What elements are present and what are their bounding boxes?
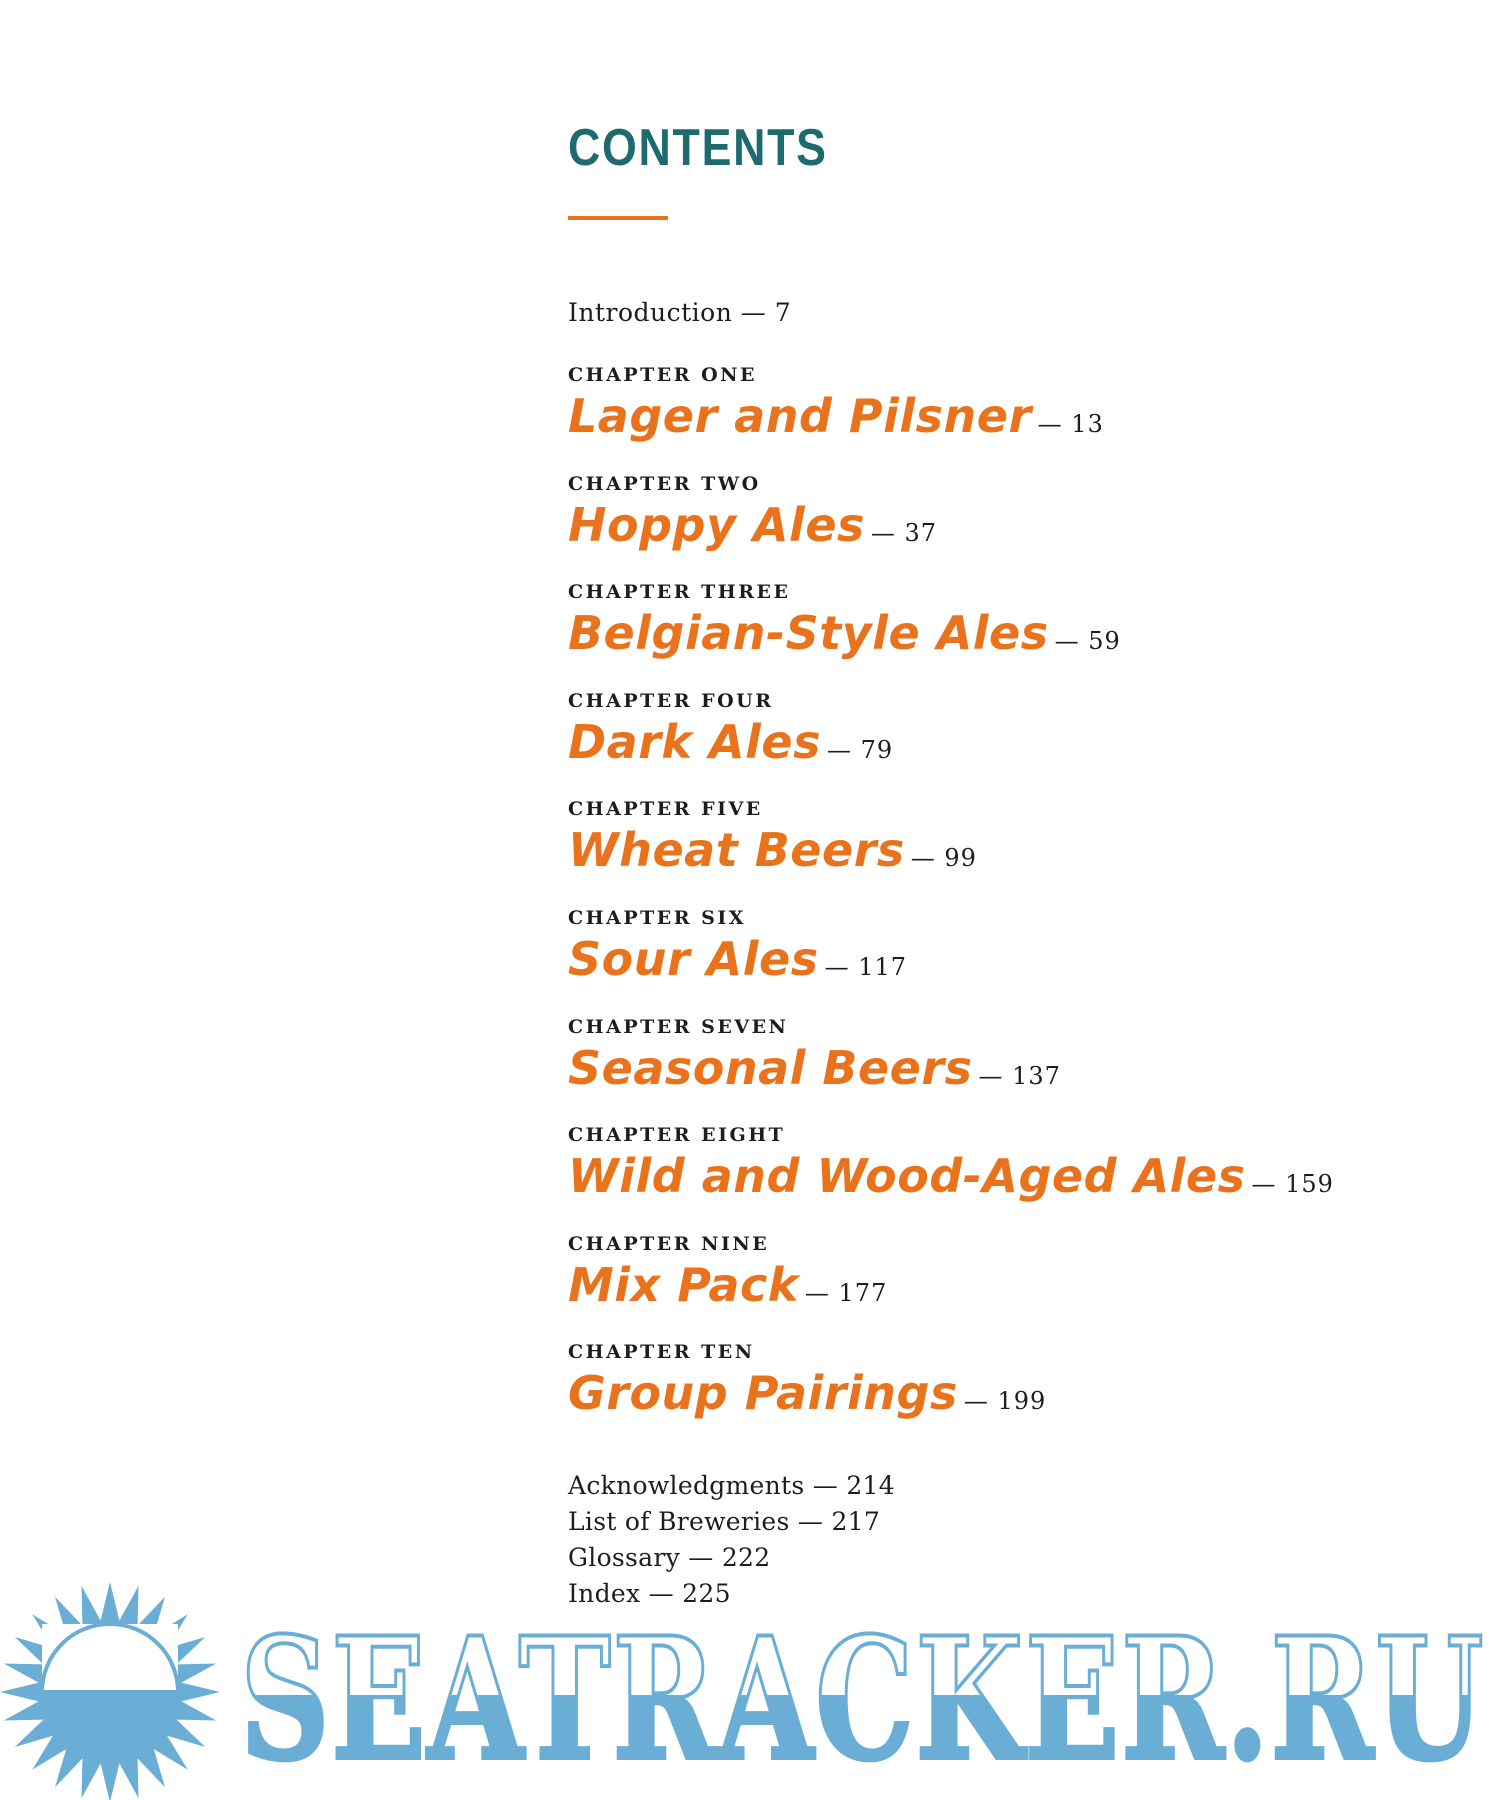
- table-of-contents: [568, 118, 1388, 1612]
- chapter-page-number: — 117: [824, 952, 908, 981]
- chapter-page-number: — 13: [1037, 410, 1104, 438]
- chapter-title: Sour Ales: [568, 931, 819, 986]
- chapter-page-number: — 137: [978, 1061, 1061, 1090]
- chapter-line: [568, 824, 1388, 887]
- chapter-line: [568, 390, 1388, 453]
- chapter-entry[interactable]: [568, 690, 1388, 799]
- chapter-line: [568, 716, 1388, 779]
- chapter-label: CHAPTER ONE: [568, 364, 758, 386]
- chapter-title: Wheat Beers: [568, 823, 905, 878]
- chapter-entry[interactable]: [568, 907, 1388, 1016]
- chapter-title: Group Pairings: [568, 1366, 958, 1421]
- watermark: [0, 1580, 1500, 1800]
- chapter-label: CHAPTER FOUR: [568, 689, 774, 712]
- chapter-list: [568, 364, 1388, 1450]
- chapter-entry[interactable]: [568, 1233, 1388, 1342]
- chapter-page-number: — 159: [1251, 1170, 1334, 1199]
- watermark-text: SEATRACKER.RU: [240, 1600, 1485, 1798]
- watermark-graphic: [0, 1580, 1500, 1800]
- chapter-label: CHAPTER EIGHT: [568, 1124, 786, 1147]
- chapter-line: [568, 499, 1388, 562]
- chapter-page-number: — 37: [870, 518, 938, 547]
- chapter-title: Mix Pack: [568, 1257, 799, 1312]
- chapter-title: Belgian-Style Ales: [568, 606, 1049, 661]
- chapter-title: Lager and Pilsner: [568, 389, 1032, 443]
- chapter-title: Hoppy Ales: [568, 497, 865, 552]
- chapter-label: CHAPTER FIVE: [568, 798, 763, 821]
- chapter-line: [568, 1367, 1388, 1430]
- toc-entry-introduction[interactable]: Introduction — 7: [568, 298, 792, 327]
- chapter-label: CHAPTER THREE: [568, 581, 791, 604]
- chapter-line: [568, 933, 1388, 996]
- chapter-title: Dark Ales: [568, 714, 821, 769]
- chapter-entry[interactable]: [568, 1341, 1388, 1450]
- chapter-page-number: — 99: [910, 844, 977, 873]
- page-title: CONTENTS: [568, 119, 828, 177]
- chapter-title: Wild and Wood-Aged Ales: [568, 1149, 1246, 1204]
- chapter-entry[interactable]: [568, 798, 1388, 907]
- chapter-label: CHAPTER NINE: [568, 1232, 770, 1255]
- chapter-label: CHAPTER SIX: [568, 906, 746, 929]
- toc-entry-breweries[interactable]: List of Breweries — 217: [568, 1506, 881, 1536]
- chapter-line: [568, 1259, 1388, 1322]
- chapter-page-number: — 79: [826, 735, 894, 764]
- chapter-line: [568, 607, 1388, 670]
- toc-entry-glossary[interactable]: Glossary — 222: [568, 1542, 771, 1572]
- chapter-label: CHAPTER SEVEN: [568, 1015, 789, 1038]
- chapter-line: [568, 1150, 1388, 1213]
- chapter-page-number: — 177: [804, 1278, 888, 1307]
- chapter-label: CHAPTER TEN: [568, 1341, 755, 1364]
- chapter-entry[interactable]: [568, 364, 1388, 473]
- sun-icon: [0, 1582, 220, 1800]
- chapter-page-number: — 59: [1054, 627, 1121, 656]
- chapter-page-number: — 199: [963, 1387, 1047, 1416]
- toc-entry-acknowledgments[interactable]: Acknowledgments — 214: [568, 1470, 895, 1500]
- chapter-entry[interactable]: [568, 1124, 1388, 1233]
- chapter-label: CHAPTER TWO: [568, 472, 761, 495]
- heading-underline: [568, 216, 668, 220]
- chapter-entry[interactable]: [568, 1016, 1388, 1125]
- chapter-entry[interactable]: [568, 581, 1388, 690]
- chapter-line: [568, 1042, 1388, 1105]
- chapter-title: Seasonal Beers: [568, 1040, 973, 1095]
- toc-entry-index[interactable]: Index — 225: [568, 1578, 731, 1608]
- chapter-entry[interactable]: [568, 473, 1388, 582]
